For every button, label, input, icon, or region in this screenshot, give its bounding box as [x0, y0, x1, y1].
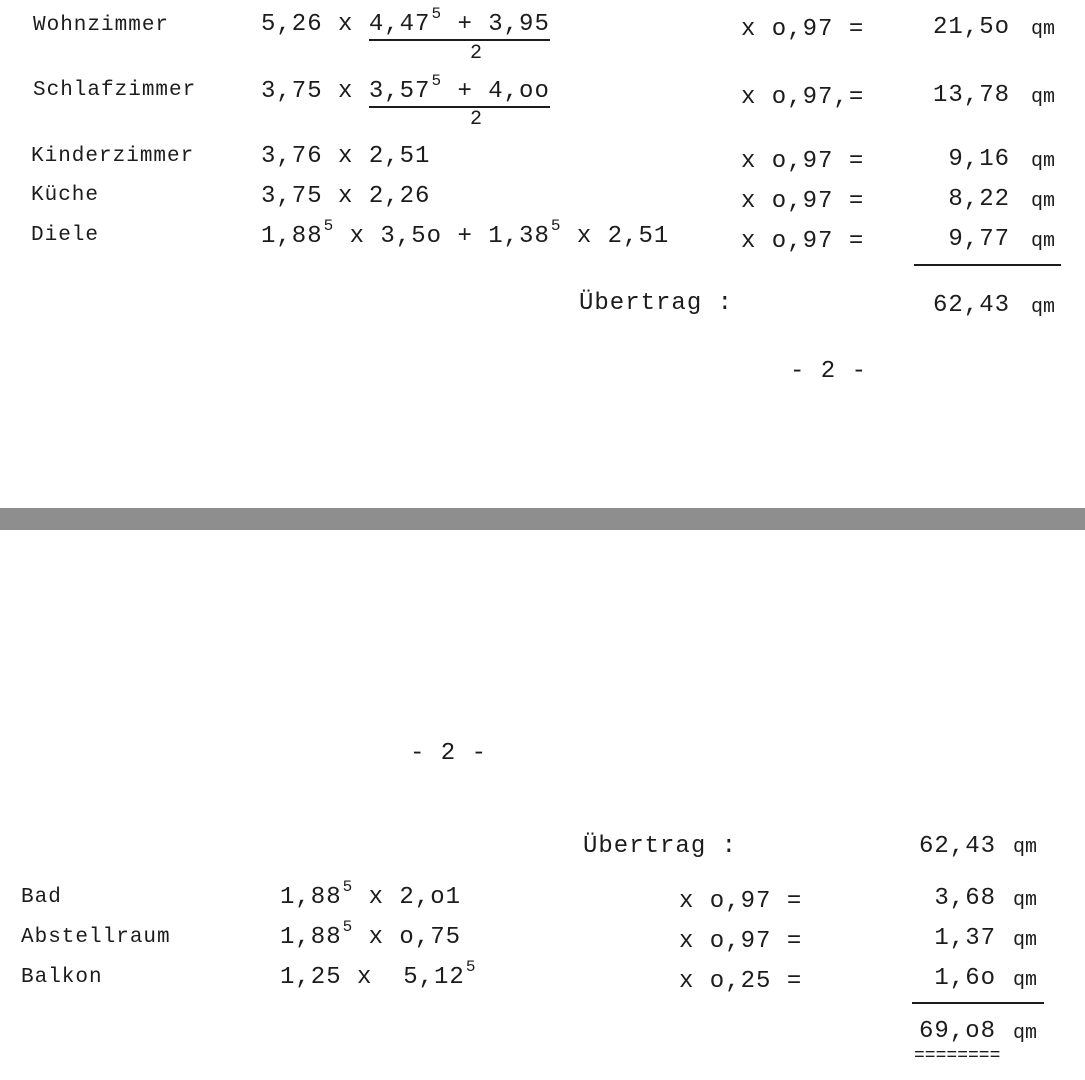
unit: qm — [1031, 150, 1056, 173]
area-result: 13,78 — [932, 82, 1010, 109]
page-divider — [0, 508, 1085, 530]
area-result: 3,68 — [934, 885, 996, 912]
factor: x o,97,= — [741, 84, 865, 111]
area-formula: 3,76 x 2,51 — [261, 143, 431, 170]
carry-value: 62,43 — [932, 292, 1010, 319]
fraction-denominator: 2 — [470, 108, 483, 131]
sum-rule — [912, 1002, 1044, 1004]
room-name: Schlafzimmer — [33, 79, 197, 102]
page-marker: - 2 - — [790, 358, 868, 385]
total-value: 69,o8 — [918, 1018, 996, 1045]
page-marker: - 2 - — [410, 740, 488, 767]
factor: x o,97 = — [679, 888, 803, 915]
unit: qm — [1031, 190, 1056, 213]
total-double-underline: ======== — [914, 1046, 1001, 1066]
area-result: 1,37 — [934, 925, 996, 952]
unit: qm — [1013, 929, 1038, 952]
area-formula: 3,75 x 2,26 — [261, 183, 431, 210]
factor: x o,97 = — [741, 16, 865, 43]
room-name: Abstellraum — [21, 926, 171, 949]
fraction-denominator: 2 — [470, 42, 483, 65]
factor: x o,97 = — [741, 188, 865, 215]
unit: qm — [1031, 86, 1056, 109]
sum-rule — [914, 264, 1061, 266]
area-formula: 1,88$^5$ x 2,o1 — [280, 878, 462, 911]
carry-label: Übertrag : — [583, 833, 738, 860]
area-formula: 1,25 x 5,12$^5$ — [280, 958, 477, 991]
room-name: Bad — [21, 886, 62, 909]
carry-label: Übertrag : — [579, 290, 734, 317]
unit: qm — [1031, 230, 1056, 253]
area-result: 1,6o — [934, 965, 996, 992]
unit: qm — [1013, 1022, 1038, 1045]
unit: qm — [1013, 969, 1038, 992]
room-name: Kinderzimmer — [31, 145, 195, 168]
area-formula: 1,88$^5$ x o,75 — [280, 918, 462, 951]
area-formula: 1,88$^5$ x $3,5o + 1,38^5$ x 2,51 — [261, 217, 670, 250]
area-formula: 3,75 x $3,57^5 + 4,oo$ — [261, 80, 550, 104]
room-name: Wohnzimmer — [33, 14, 170, 37]
area-result: 9,16 — [948, 146, 1010, 173]
document-page-top — [0, 0, 1085, 508]
area-result: 8,22 — [948, 186, 1010, 213]
factor: x o,97 = — [741, 148, 865, 175]
area-formula: 5,26 x $4,47^5 + 3,95$ — [261, 13, 550, 37]
room-name: Diele — [31, 224, 100, 247]
document-page-bottom — [0, 530, 1085, 1080]
carry-value: 62,43 — [918, 833, 996, 860]
factor: x o,25 = — [679, 968, 803, 995]
unit: qm — [1013, 836, 1038, 859]
area-result: 9,77 — [948, 226, 1010, 253]
factor: x o,97 = — [741, 228, 865, 255]
unit: qm — [1013, 889, 1038, 912]
room-name: Balkon — [21, 966, 103, 989]
room-name: Küche — [31, 184, 100, 207]
unit: qm — [1031, 296, 1056, 319]
factor: x o,97 = — [679, 928, 803, 955]
unit: qm — [1031, 18, 1056, 41]
area-result: 21,5o — [932, 14, 1010, 41]
